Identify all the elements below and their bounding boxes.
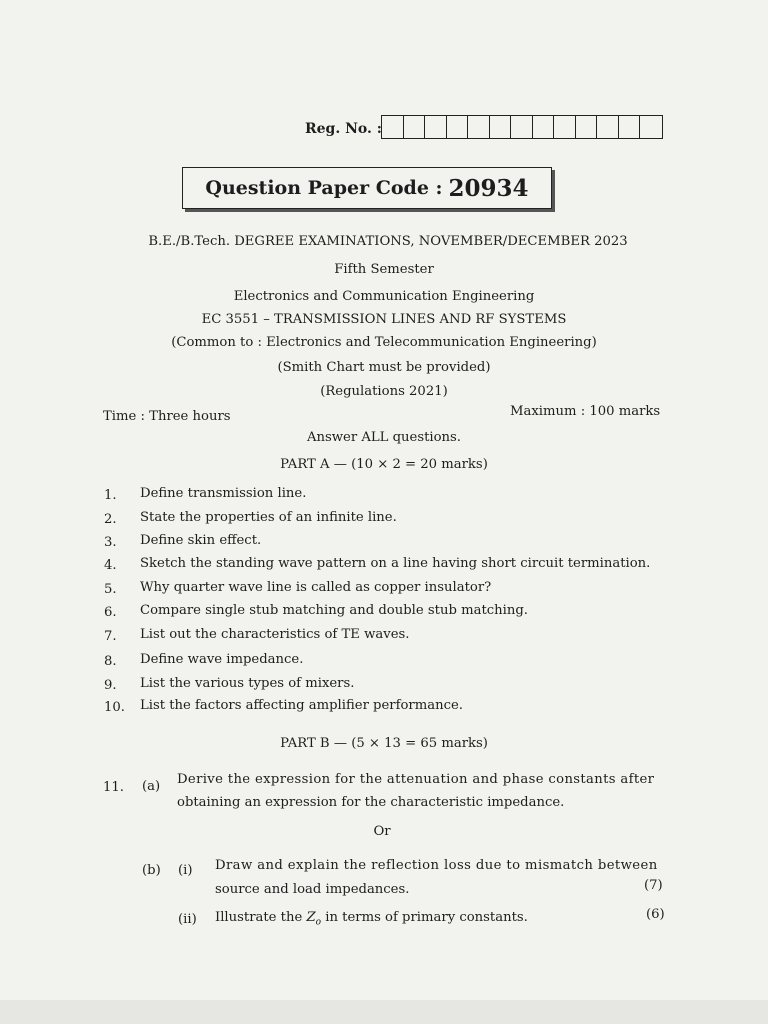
question-number: 2. xyxy=(104,512,117,527)
question-11b-ii-pre: Illustrate the xyxy=(215,910,303,925)
max-marks: Maximum : 100 marks xyxy=(510,404,661,419)
question-number: 5. xyxy=(104,582,117,597)
reg-no-box xyxy=(447,116,469,138)
question-number: 8. xyxy=(104,654,117,669)
part-b-title: PART B — (5 × 13 = 65 marks) xyxy=(280,736,488,751)
question-text: Define skin effect. xyxy=(140,533,262,548)
question-11b-i-line1: Draw and explain the reflection loss due to mismatch between xyxy=(215,858,658,873)
reg-no-label: Reg. No. : xyxy=(305,121,382,137)
question-text: List the various types of mixers. xyxy=(140,676,355,691)
question-number: 1. xyxy=(104,488,117,503)
scan-bottom-edge xyxy=(0,1000,768,1024)
question-11a-label: (a) xyxy=(142,779,161,794)
reg-no-box xyxy=(576,116,598,138)
reg-no-box xyxy=(511,116,533,138)
reg-no-boxes xyxy=(381,115,663,139)
question-11a-line1: Derive the expression for the attenuation and phase constants after xyxy=(177,772,655,787)
reg-no-box xyxy=(490,116,512,138)
reg-no-box xyxy=(404,116,426,138)
time-label: Time : Three hours xyxy=(103,409,231,424)
reg-no-box xyxy=(533,116,555,138)
reg-no-box xyxy=(468,116,490,138)
code-number: 20934 xyxy=(448,174,529,202)
reg-no-box xyxy=(597,116,619,138)
question-11b-i-marks: (7) xyxy=(644,878,663,893)
reg-no-box xyxy=(640,116,662,138)
question-number: 9. xyxy=(104,678,117,693)
question-paper-code-box xyxy=(182,167,552,209)
common-to: (Common to : Electronics and Telecommunication Engineering) xyxy=(171,335,597,350)
course-title: EC 3551 – TRANSMISSION LINES AND RF SYSTEMS xyxy=(201,312,567,327)
question-text: State the properties of an infinite line. xyxy=(140,510,397,525)
question-number: 3. xyxy=(104,535,117,550)
question-11b-ii-text xyxy=(215,910,528,928)
question-11b-ii-marks: (6) xyxy=(646,907,665,922)
department: Electronics and Communication Engineering xyxy=(233,289,535,304)
regulations: (Regulations 2021) xyxy=(320,384,448,399)
question-text: Sketch the standing wave pattern on a line having short circuit termination. xyxy=(140,556,651,571)
code-label: Question Paper Code : xyxy=(205,177,443,199)
semester: Fifth Semester xyxy=(334,262,434,277)
question-11a-line2: obtaining an expression for the characteristic impedance. xyxy=(177,795,565,810)
question-text: Define transmission line. xyxy=(140,486,307,501)
question-text: Define wave impedance. xyxy=(140,652,304,667)
part-a-title: PART A — (10 × 2 = 20 marks) xyxy=(280,457,488,472)
question-11b-i-label: (i) xyxy=(178,863,193,878)
question-number: 4. xyxy=(104,558,117,573)
or-separator: Or xyxy=(373,824,391,839)
question-number: 7. xyxy=(104,629,117,644)
reg-no-box xyxy=(619,116,641,138)
question-number: 6. xyxy=(104,605,117,620)
z-symbol: Z xyxy=(306,910,316,925)
reg-no-box xyxy=(382,116,404,138)
exam-title: B.E./B.Tech. DEGREE EXAMINATIONS, NOVEMBER/DECEMBER 2023 xyxy=(148,234,628,249)
reg-no-box xyxy=(554,116,576,138)
question-text: Why quarter wave line is called as copper insulator? xyxy=(140,580,492,595)
question-11b-label: (b) xyxy=(142,863,161,878)
reg-no-box xyxy=(425,116,447,138)
question-number: 10. xyxy=(104,700,125,715)
question-text: List the factors affecting amplifier performance. xyxy=(140,698,463,713)
smith-chart-note: (Smith Chart must be provided) xyxy=(277,360,491,375)
question-text: Compare single stub matching and double stub matching. xyxy=(140,603,528,618)
question-11b-ii-post: in terms of primary constants. xyxy=(325,910,528,925)
z-subscript: o xyxy=(315,917,322,928)
question-11-number: 11. xyxy=(103,780,124,795)
instruction: Answer ALL questions. xyxy=(306,430,462,445)
question-11b-ii-label: (ii) xyxy=(178,912,197,927)
question-11b-i-line2: source and load impedances. xyxy=(215,882,410,897)
question-text: List out the characteristics of TE waves. xyxy=(140,627,410,642)
